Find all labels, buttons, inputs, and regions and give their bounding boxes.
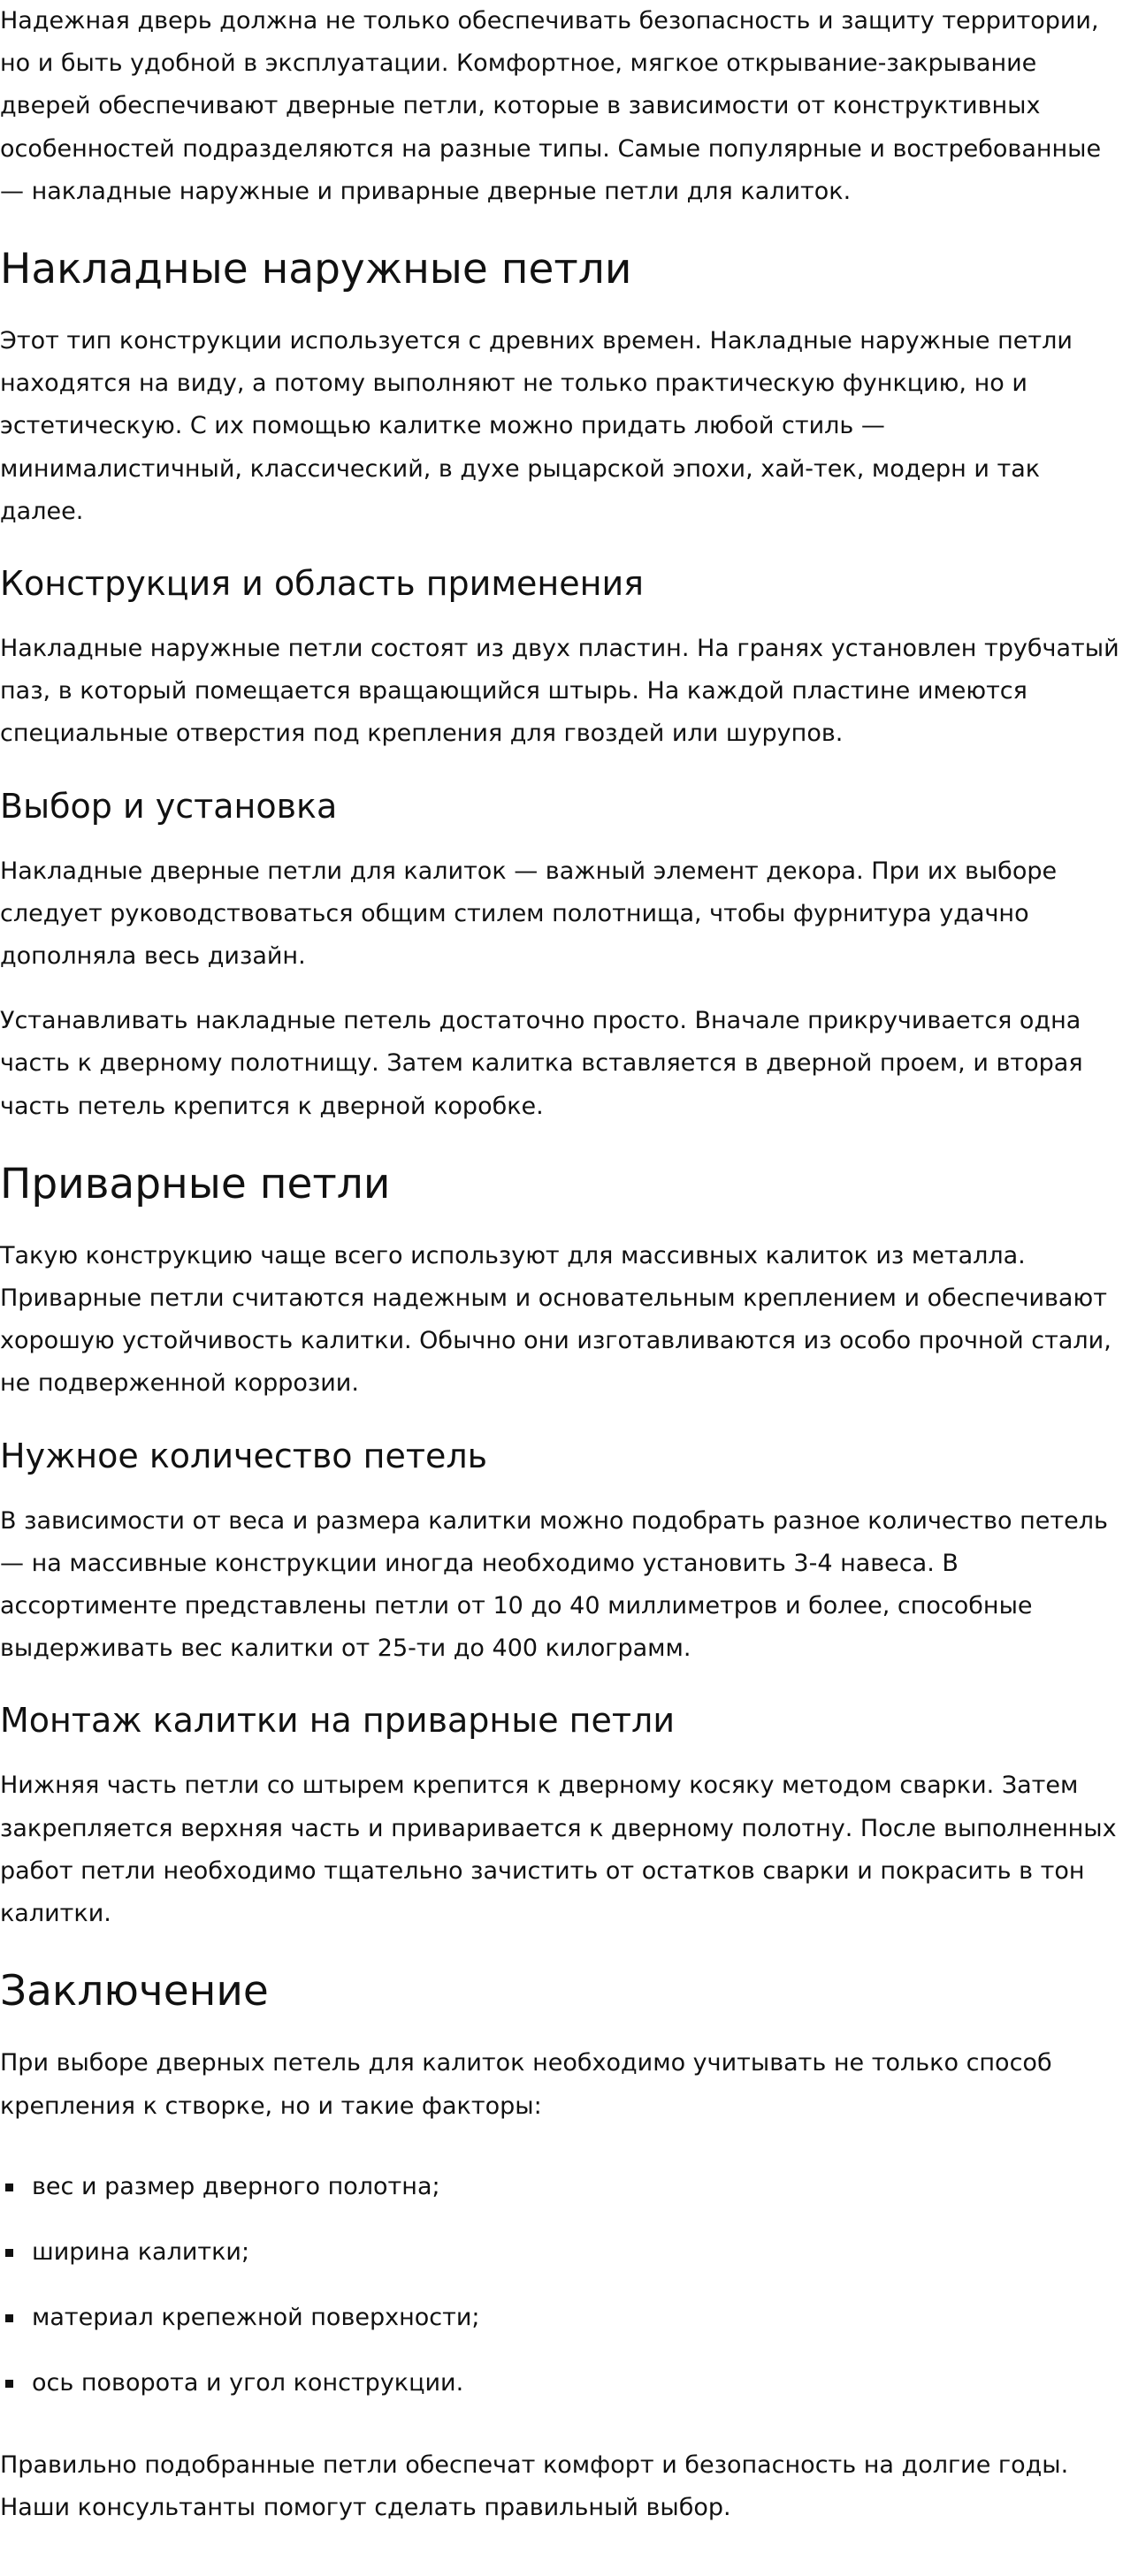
square-bullet-icon	[5, 2249, 13, 2257]
section-title-overlay-hinges: Накладные наружные петли	[0, 245, 632, 294]
subsection-title-hinge-count: Нужное количество петель	[0, 1436, 488, 1475]
intro-paragraph: Надежная дверь должна не только обеспечивать безопасность и защиту территории, но и быть удобной в эксплуатации. Комфортное, мягкое открывание-закрывание дверей обеспечивают дверные петли, которые в зависимости от конструктивных особенностей подразделяются на разные типы. Самые популярные и востребованные — накладные наружные и приварные дверные петли для калиток.	[0, 7, 1102, 205]
section-title-welded-hinges: Приварные петли	[0, 1159, 391, 1208]
square-bullet-icon	[5, 2184, 13, 2191]
subsection-paragraph-hinge-count: В зависимости от веса и размера калитки можно подобрать разное количество петель — на массивные конструкции иногда необходимо установить 3-4 навеса. В ассортименте представлены петли от 10 до 40 миллиметров и более, способные выдерживать вес калитки от 25-ти до 400 килограмм.	[0, 1506, 1108, 1663]
list-item	[0, 2231, 1123, 2274]
list-item-text: ширина калитки;	[32, 2237, 250, 2266]
subsection-title-construction: Конструкция и область применения	[0, 564, 645, 604]
list-item-text: материал крепежной поверхности;	[32, 2303, 480, 2331]
list-item-text: ось поворота и угол конструкции.	[32, 2368, 464, 2397]
section-paragraph-conclusion: При выборе дверных петель для калиток необходимо учитывать не только способ крепления к створке, но и такие факторы:	[0, 2049, 1052, 2120]
square-bullet-icon	[5, 2314, 13, 2322]
list-item	[0, 2362, 1123, 2405]
factors-list	[0, 2166, 1123, 2405]
final-paragraph: Правильно подобранные петли обеспечат комфорт и безопасность на долгие годы. Наши консультанты помогут сделать правильный выбор.	[0, 2450, 1069, 2521]
subsection-paragraph-choice: Накладные дверные петли для калиток — важный элемент декора. При их выборе следует руководствоваться общим стилем полотнища, чтобы фурнитура удачно дополняла весь дизайн.	[0, 857, 1058, 971]
subsection-title-choice-installation: Выбор и установка	[0, 786, 338, 826]
list-item	[0, 2297, 1123, 2339]
square-bullet-icon	[5, 2380, 13, 2388]
subsection-paragraph-construction: Накладные наружные петли состоят из двух пластин. На гранях установлен трубчатый паз, в который помещается вращающийся штырь. На каждой пластине имеются специальные отверстия под крепления для гвоздей или шурупов.	[0, 635, 1119, 748]
subsection-paragraph-installation: Устанавливать накладные петель достаточно просто. Вначале прикручивается одна часть к дверному полотнищу. Затем калитка вставляется в дверной проем, и вторая часть петель крепится к дверной коробке.	[0, 1007, 1083, 1120]
section-paragraph-overlay-hinges: Этот тип конструкции используется с древних времен. Накладные наружные петли находятся на виду, а потому выполняют не только практическую функцию, но и эстетическую. С их помощью калитке можно придать любой стиль — минималистичный, классический, в духе рыцарской эпохи, хай-тек, модерн и так далее.	[0, 327, 1073, 525]
list-item-text: вес и размер дверного полотна;	[32, 2172, 440, 2200]
section-title-conclusion: Заключение	[0, 1967, 269, 2016]
subsection-paragraph-mounting: Нижняя часть петли со штырем крепится к дверному косяку методом сварки. Затем закрепляется верхняя часть и приваривается к дверному полотну. После выполненных работ петли необходимо тщательно зачистить от остатков сварки и покрасить в тон калитки.	[0, 1772, 1117, 1928]
subsection-title-mounting: Монтаж калитки на приварные петли	[0, 1701, 676, 1741]
section-paragraph-welded-hinges: Такую конструкцию чаще всего используют для массивных калиток из металла. Приварные петли считаются надежным и основательным креплением и обеспечивают хорошую устойчивость калитки. Обычно они изготавливаются из особо прочной стали, не подверженной коррозии.	[0, 1241, 1112, 1398]
list-item	[0, 2166, 1123, 2208]
